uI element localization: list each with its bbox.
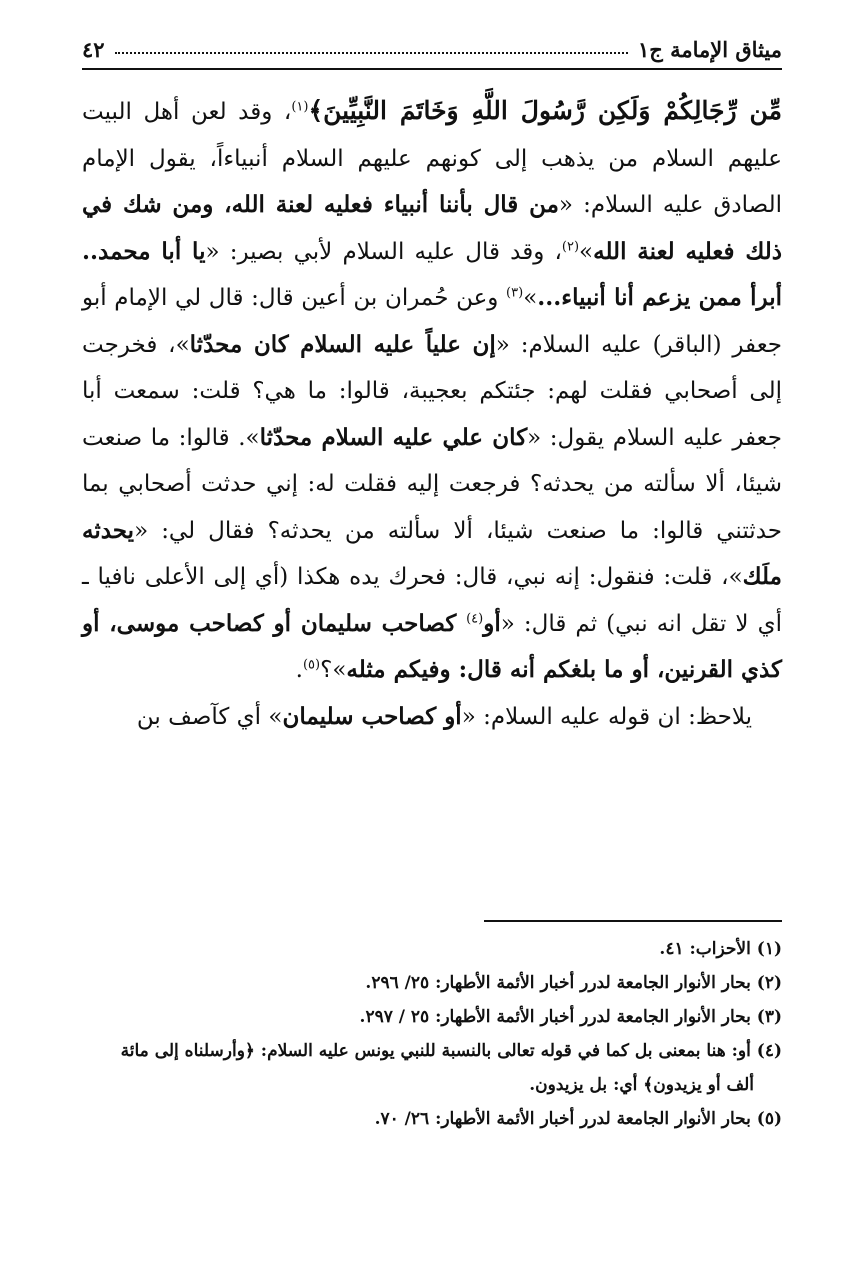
text-span: »	[523, 285, 538, 311]
text-span: »	[579, 238, 594, 265]
footnotes	[82, 932, 782, 1136]
text-span: ، وقد لعن أهل البيت عليهم السلام من يذهب إلى كونهم عليهم السلام أنبياءاً، يقول الإمام الصادق عليه السلام: «	[82, 99, 782, 218]
footnote-4: (٤) أو: هنا بمعنى بل كما في قوله تعالى بالنسبة للنبي يونس عليه السلام: ﴿وأرسلناه إلى مائة	[120, 1041, 782, 1061]
hadith-quote: إن علياً عليه السلام كان محدّثا	[189, 330, 496, 358]
text-span: .	[295, 657, 303, 683]
text-span: »، قلت: فنقول: إنه نبي، قال: فحرك يده هكذا (أي إلى الأعلى نافيا ـ أي لا تقل انه نبي) ثم قال: «	[82, 564, 782, 637]
running-header	[82, 30, 782, 70]
paragraph-1	[82, 88, 782, 694]
book-title: ميثاق الإمامة ج١	[637, 36, 782, 62]
footnote-5: (٥) بحار الأنوار الجامعة لدرر أخبار الأئمة الأطهار: ٢٦/ ٧٠.	[374, 1109, 782, 1129]
footnote-ref-4[interactable]: (٤)	[466, 610, 484, 626]
footnote-ref-5[interactable]: (٥)	[302, 657, 321, 673]
hadith-quote: أو	[483, 609, 501, 637]
header-dot-leader	[115, 52, 628, 54]
hadith-quote: من قال بأننا أنبياء فعليه لعنة الله، ومن شك في ذلك فعليه لعنة الله	[82, 191, 783, 265]
hadith-quote: يحدثه ملَك	[82, 516, 782, 590]
footnote-ref-2[interactable]: (٢)	[561, 238, 580, 254]
quran-verse: مِّن رِّجَالِكُمْ وَلَكِن رَّسُولَ اللَّهِ وَخَاتَمَ النَّبِيِّينَ﴾	[308, 96, 782, 125]
footnote-1: (١) الأحزاب: ٤١.	[659, 939, 782, 959]
footnote-ref-3[interactable]: (٣)	[506, 285, 524, 301]
footnote-3: (٣) بحار الأنوار الجامعة لدرر أخبار الأئمة الأطهار: ٢٥ / ٢٩٧.	[359, 1007, 782, 1027]
page-number: ٤٢	[82, 36, 105, 62]
footnote-4-continuation: ألف أو يزيدون﴾ أي: بل يزيدون.	[529, 1075, 754, 1095]
text-span: »؟	[320, 657, 347, 683]
text-span: ». قالوا: ما صنعت شيئا، ألا سألته من يحدثه؟ فرجعت إليه فقلت له: إني حدثت أصحابي بما حدثتني قالوا: ما صنعت شيئا، ألا سألته من يحدثه؟ فقال لي: «	[82, 424, 782, 544]
footnote-2: (٢) بحار الأنوار الجامعة لدرر أخبار الأئمة الأطهار: ٢٥/ ٢٩٦.	[365, 973, 782, 993]
hadith-quote: كصاحب سليمان أو كصاحب موسى، أو كذي القرنين، أو ما بلغكم أنه قال: وفيكم مثله	[82, 609, 782, 683]
text-span: »، فخرجت إلى أصحابي فقلت لهم: جئتكم بعجيبة، قالوا: ما هي؟ قلت: سمعت أبا جعفر عليه السلام يقول: «	[82, 331, 782, 451]
footnote-ref-1[interactable]: (١)	[291, 99, 309, 115]
hadith-quote: يا أبا محمد.. أبرأ ممن يزعم أنا أنبياء...	[82, 237, 782, 311]
text-span: » أي كآصف بن	[136, 703, 283, 730]
paragraph-2	[82, 694, 782, 741]
text-span: ، وقد قال عليه السلام لأبي بصير: «	[205, 238, 562, 265]
hadith-quote: أو كصاحب سليمان	[282, 702, 462, 730]
hadith-quote: كان علي عليه السلام محدّثا	[259, 423, 528, 451]
text-span: يلاحظ: ان قوله عليه السلام: «	[461, 703, 752, 730]
main-text	[82, 88, 782, 740]
text-span: وعن حُمران بن أعين قال: قال لي الإمام أبو جعفر (الباقر) عليه السلام: «	[82, 285, 783, 358]
footnote-separator	[484, 920, 782, 922]
